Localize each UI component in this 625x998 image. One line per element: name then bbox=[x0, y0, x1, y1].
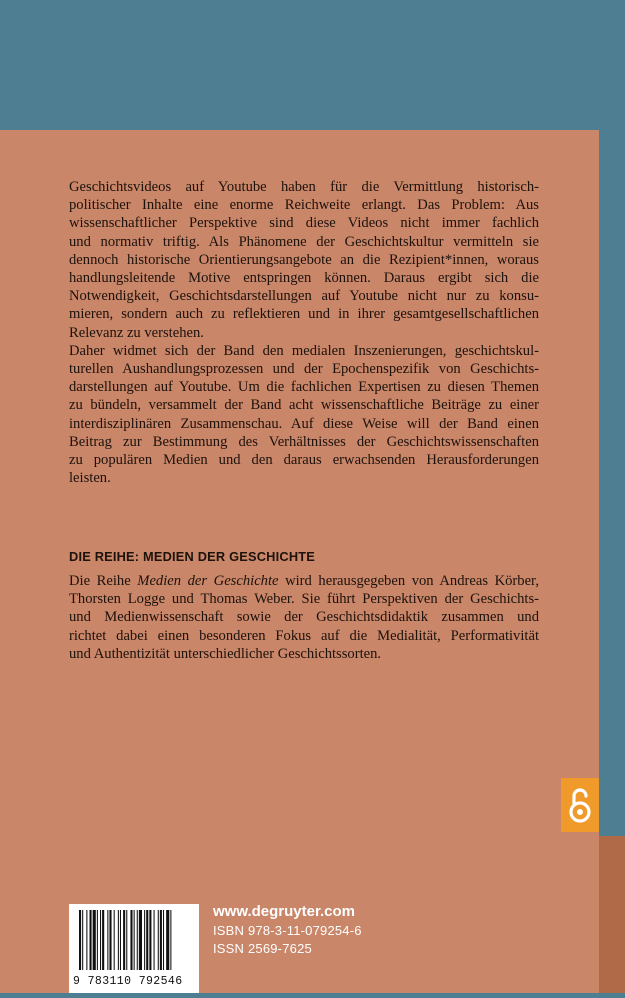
barcode-bar bbox=[126, 910, 127, 970]
barcode-bar bbox=[79, 910, 81, 970]
barcode-digits: 9 783110 792546 bbox=[73, 975, 183, 988]
text-line: handlungsleitende Motive entspringen können. Daraus ergibt sich die bbox=[69, 270, 539, 287]
series-description bbox=[69, 572, 539, 663]
barcode-bar bbox=[134, 910, 135, 970]
blurb-paragraph-2 bbox=[69, 342, 539, 488]
barcode-bar bbox=[149, 910, 151, 970]
text-line: interdisziplinären Zusammenschau. Auf diese Weise will der Band einen bbox=[69, 415, 539, 432]
text-line: zu bündeln, versammelt der Band acht wissenschaftliche Beiträge zu einer bbox=[69, 397, 539, 414]
isbn-number: ISBN 978-3-11-079254-6 bbox=[213, 923, 362, 938]
barcode-bar bbox=[120, 910, 121, 970]
text-line: zu populären Medien und den daraus erwachsenden Herausforderungen bbox=[69, 452, 539, 469]
blurb-paragraph-1 bbox=[69, 178, 539, 342]
barcode-bar bbox=[163, 910, 164, 970]
barcode-bar bbox=[130, 910, 132, 970]
text-line: wissenschaftlicher Perspektive sind diese Videos nicht immer fachlich bbox=[69, 215, 539, 232]
barcode-bar bbox=[154, 910, 155, 970]
text-line: Thorsten Logge und Thomas Weber. Sie führt Perspektiven der Geschichts- bbox=[69, 591, 539, 608]
text-fragment: wird herausgegeben von Andreas Körber, bbox=[278, 573, 539, 589]
text-line: Notwendigkeit, Geschichtsdarstellungen auf Youtube nicht nur zu konsu- bbox=[69, 288, 539, 305]
barcode-bar bbox=[82, 910, 83, 970]
barcode-bar bbox=[100, 910, 101, 970]
barcode-bar bbox=[137, 910, 138, 970]
open-access-lock-icon bbox=[567, 785, 593, 825]
text-line: und normativ triftig. Als Phänomene der Geschichtskultur vermitteln sie bbox=[69, 233, 539, 250]
barcode-bar bbox=[102, 910, 104, 970]
issn-number: ISSN 2569-7625 bbox=[213, 941, 312, 956]
text-line: mieren, sondern auch zu reflektieren und in ihrer gesamtgesellschaftlichen bbox=[69, 306, 539, 323]
barcode-bar bbox=[93, 910, 96, 970]
barcode-bar bbox=[123, 910, 125, 970]
barcode-bar bbox=[170, 910, 171, 970]
text-line: und Authentizität unterschiedlicher Geschichtssorten. bbox=[69, 645, 382, 662]
text-line: politischer Inhalte eine enorme Reichweite erlangt. Das Problem: Aus bbox=[69, 197, 539, 214]
text-line: Geschichtsvideos auf Youtube haben für die Vermittlung historisch- bbox=[69, 179, 539, 195]
barcode-bar bbox=[160, 910, 162, 970]
barcode-bar bbox=[97, 910, 98, 970]
series-title: Medien der Geschichte bbox=[137, 573, 279, 589]
barcode-bar bbox=[158, 910, 159, 970]
barcode-bar bbox=[86, 910, 87, 970]
series-heading: DIE REIHE: MEDIEN DER GESCHICHTE bbox=[69, 549, 316, 564]
text-line: darstellungen auf Youtube. Um die fachlichen Expertisen zu diesen Themen bbox=[69, 379, 539, 396]
barcode-bar bbox=[166, 910, 169, 970]
barcode-bar bbox=[144, 910, 145, 970]
text-line: Beitrag zur Bestimmung des Verhältnisses der Geschichtswissenschaften bbox=[69, 433, 539, 450]
text-line: leisten. bbox=[69, 470, 111, 487]
barcode-bar bbox=[90, 910, 92, 970]
text-line bbox=[69, 572, 539, 590]
text-line: richtet dabei einen besonderen Fokus auf die Medialität, Performativität bbox=[69, 627, 539, 644]
text-fragment: Die Reihe bbox=[69, 573, 138, 589]
barcode-bar bbox=[107, 910, 108, 970]
barcode-bar bbox=[146, 910, 148, 970]
barcode-bar bbox=[118, 910, 119, 970]
blurb-text bbox=[69, 178, 539, 487]
text-line: turellen Aushandlungsprozessen und der Epochenspezifik von Geschichts- bbox=[69, 361, 539, 378]
barcode-bar bbox=[109, 910, 111, 970]
text-line: Daher widmet sich der Band den medialen Inszenierungen, geschichtskul- bbox=[69, 342, 539, 359]
open-access-badge bbox=[561, 778, 599, 832]
text-line: dennoch historische Orientierungsangebote an die Rezipient*innen, woraus bbox=[69, 251, 539, 268]
text-line: Relevanz zu verstehen. bbox=[69, 324, 204, 341]
text-line: und Medienwissenschaft sowie der Geschichtsdidaktik zusammen und bbox=[69, 609, 539, 626]
publisher-url: www.degruyter.com bbox=[213, 903, 355, 920]
barcode-bar bbox=[139, 910, 142, 970]
barcode-bar bbox=[114, 910, 115, 970]
